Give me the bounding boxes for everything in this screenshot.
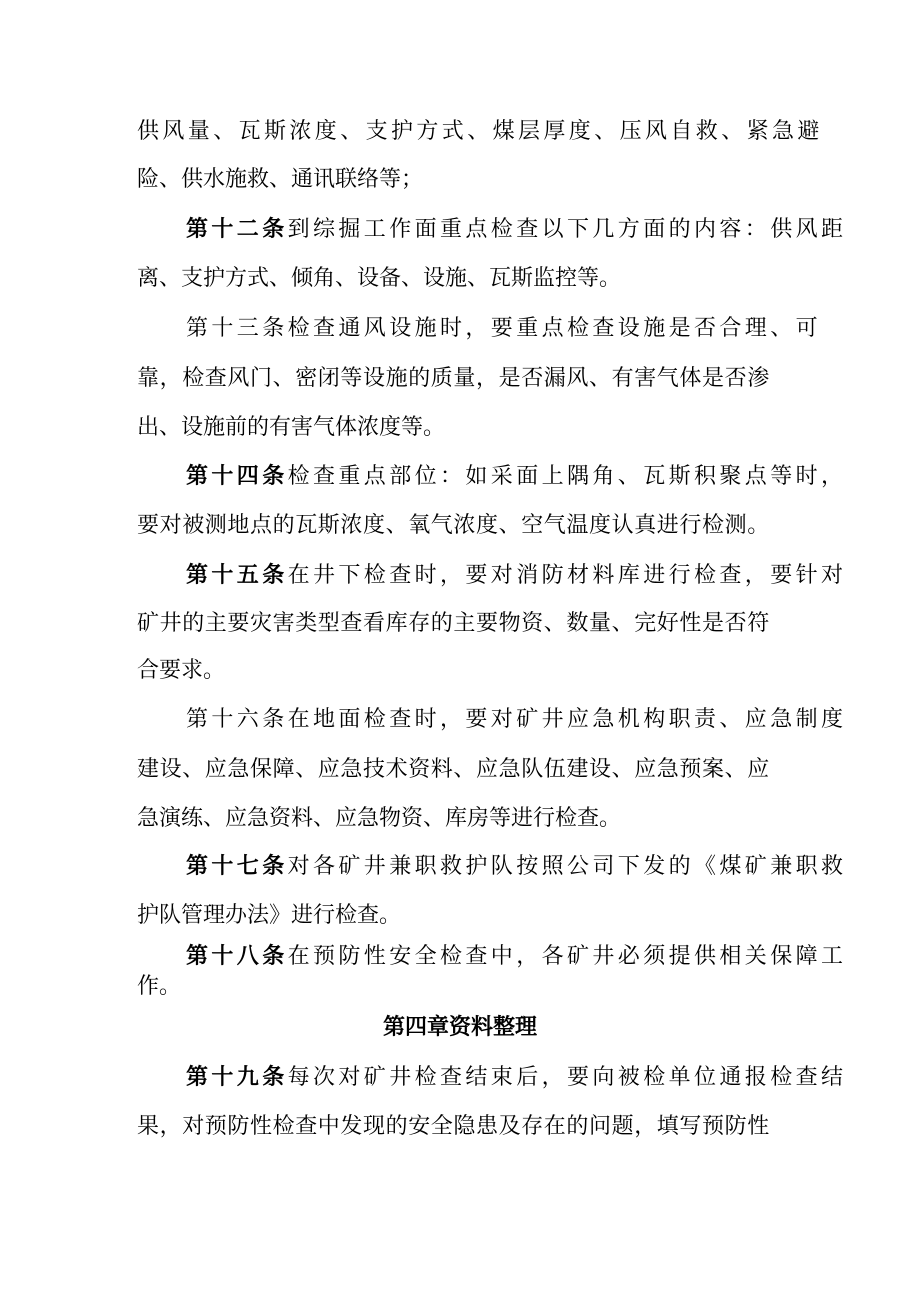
para-line: 险、供水施救、通讯联络等； <box>137 167 424 192</box>
para-line: 要对被测地点的瓦斯浓度、氧气浓度、空气温度认真进行检测。 <box>137 513 770 538</box>
article-label: 第十九条 <box>186 1065 288 1090</box>
para-line: 护队管理办法》进行检查。 <box>137 903 402 928</box>
article-18 <box>186 942 846 972</box>
article-label: 第十五条 <box>186 563 288 588</box>
article-label: 第十二条 <box>186 217 288 242</box>
article-label: 第十四条 <box>186 464 288 489</box>
article-13: 第十三条检查通风设施时，要重点检查设施是否合理、可 <box>186 316 822 341</box>
article-17 <box>186 852 846 882</box>
para-line: 供风量、瓦斯浓度、支护方式、煤层厚度、压风自救、紧急避 <box>137 119 823 144</box>
para-line: 急演练、应急资料、应急物资、库房等进行检查。 <box>137 806 622 831</box>
article-text: 检查重点部位：如采面上隅角、瓦斯积聚点等时， <box>287 464 847 489</box>
article-text: 对各矿井兼职救护队按照公司下发的《煤矿兼职救 <box>287 854 847 879</box>
para-line: 作。 <box>137 974 182 999</box>
article-text: 在井下检查时，要对消防材料库进行检查，要针对 <box>287 563 847 588</box>
article-12 <box>186 215 846 245</box>
article-text: 每次对矿井检查结束后，要向被检单位通报检查结 <box>287 1065 847 1090</box>
article-14 <box>186 462 846 492</box>
para-line: 建设、应急保障、应急技术资料、应急队伍建设、应急预案、应 <box>137 757 770 782</box>
chapter-heading: 第四章资料整理 <box>382 1015 537 1040</box>
para-line: 靠，检查风门、密闭等设施的质量，是否漏风、有害气体是否渗 <box>137 366 770 391</box>
para-line: 出、设施前的有害气体浓度等。 <box>137 415 446 440</box>
para-line: 离、支护方式、倾角、设备、设施、瓦斯监控等。 <box>137 266 622 291</box>
para-line: 合要求。 <box>137 658 226 683</box>
article-19 <box>186 1063 846 1093</box>
para-line: 矿井的主要灾害类型查看库存的主要物资、数量、完好性是否符 <box>137 611 770 636</box>
article-text: 在预防性安全检查中，各矿井必须提供相关保障工 <box>287 944 847 969</box>
article-16: 第十六条在地面检查时，要对矿井应急机构职责、应急制度 <box>186 707 847 732</box>
article-15 <box>186 561 846 591</box>
article-label: 第十七条 <box>186 854 288 879</box>
article-label: 第十八条 <box>186 944 288 969</box>
para-line: 果，对预防性检查中发现的安全隐患及存在的问题，填写预防性 <box>137 1114 770 1139</box>
article-text: 到综掘工作面重点检查以下几方面的内容：供风距 <box>287 217 847 242</box>
